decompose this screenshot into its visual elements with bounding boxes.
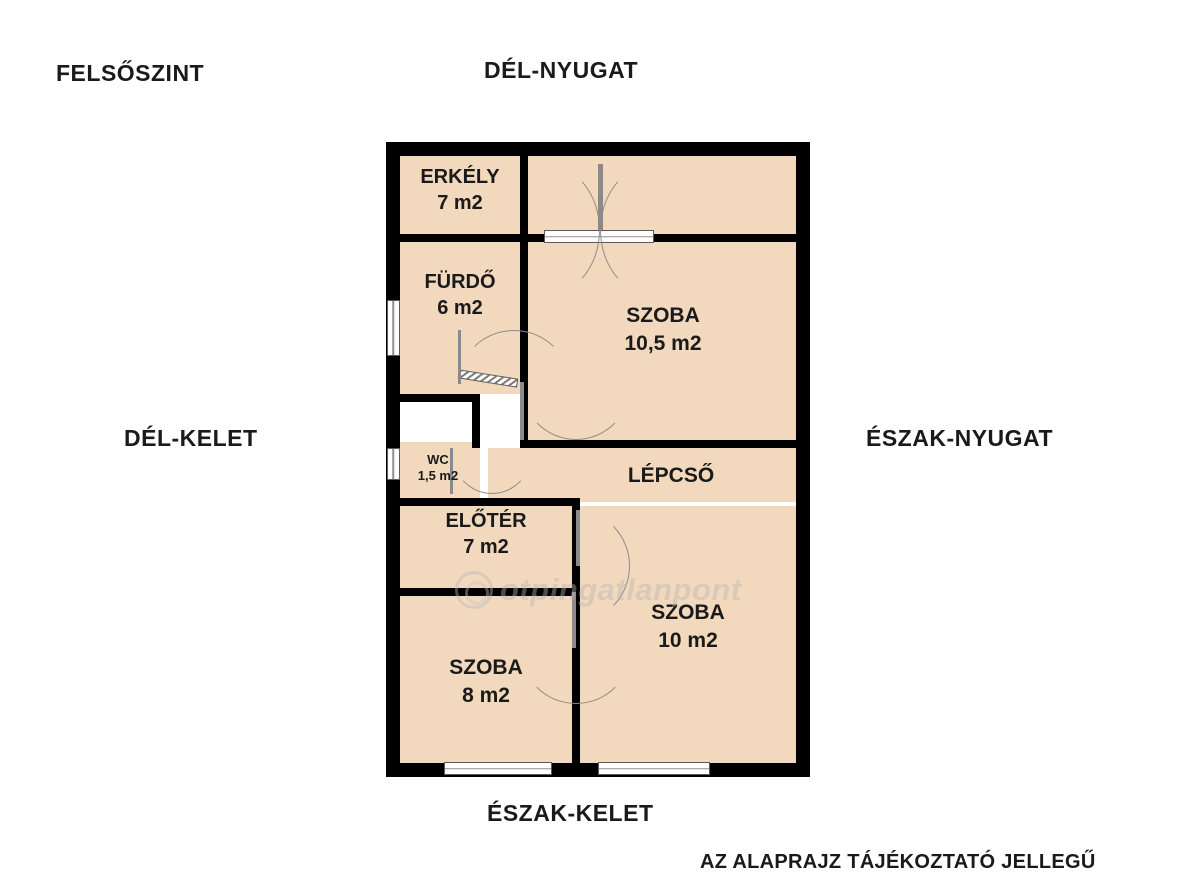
room-label-wc (396, 452, 480, 485)
room-name: SZOBA (449, 656, 523, 679)
room-area: 10,5 m2 (624, 331, 702, 355)
wall-wc-bottom (400, 498, 480, 506)
door-szoba8 (520, 592, 576, 648)
room-label-furdo (400, 269, 520, 322)
wall-outer-right (796, 142, 810, 777)
room-label-szoba-105 (538, 302, 788, 357)
wall-stair-bottom-left (480, 498, 580, 506)
window-bathroom (387, 300, 400, 356)
wall-outer-top (386, 142, 810, 156)
room-name: SZOBA (651, 601, 725, 624)
wall-szoba105-bottom (528, 440, 796, 448)
room-area: 10 m2 (658, 628, 718, 652)
room-name: ERKÉLY (420, 166, 500, 188)
orientation-label-south-east: DÉL-KELET (124, 425, 258, 451)
room-name: SZOBA (626, 304, 700, 327)
room-name: ELŐTÉR (445, 510, 527, 532)
door-szoba10-upper (576, 510, 630, 566)
orientation-label-north-east: ÉSZAK-KELET (487, 800, 654, 826)
room-name: LÉPCSŐ (627, 464, 715, 487)
room-area: 6 m2 (437, 297, 483, 320)
room-label-erkely (400, 164, 520, 217)
door-balcony-right (600, 164, 654, 230)
room-label-eloter (400, 508, 572, 561)
door-balcony-left (546, 164, 600, 230)
floor-level-label: FELSŐSZINT (56, 60, 205, 86)
window-szoba10-bottom (598, 762, 710, 775)
room-label-szoba-10 (582, 599, 794, 654)
watermark-text: otpingatlanpont (500, 572, 742, 607)
room-name: WC (427, 452, 449, 467)
room-label-lepcso (576, 462, 766, 490)
room-name: FÜRDŐ (424, 271, 496, 293)
door-bathroom-swing (458, 330, 514, 384)
floor-plan-drawing (386, 142, 810, 777)
room-label-szoba-8 (400, 654, 572, 709)
room-area: 8 m2 (462, 683, 510, 707)
orientation-label-south-west: DÉL-NYUGAT (484, 57, 639, 83)
disclaimer-label: AZ ALAPRAJZ TÁJÉKOZTATÓ JELLEGŰ (700, 851, 1096, 873)
room-area: 7 m2 (437, 192, 483, 215)
window-szoba8-bottom (444, 762, 552, 775)
orientation-label-north-west: ÉSZAK-NYUGAT (866, 425, 1054, 451)
room-area: 7 m2 (463, 536, 509, 559)
room-area: 1,5 m2 (417, 468, 459, 484)
